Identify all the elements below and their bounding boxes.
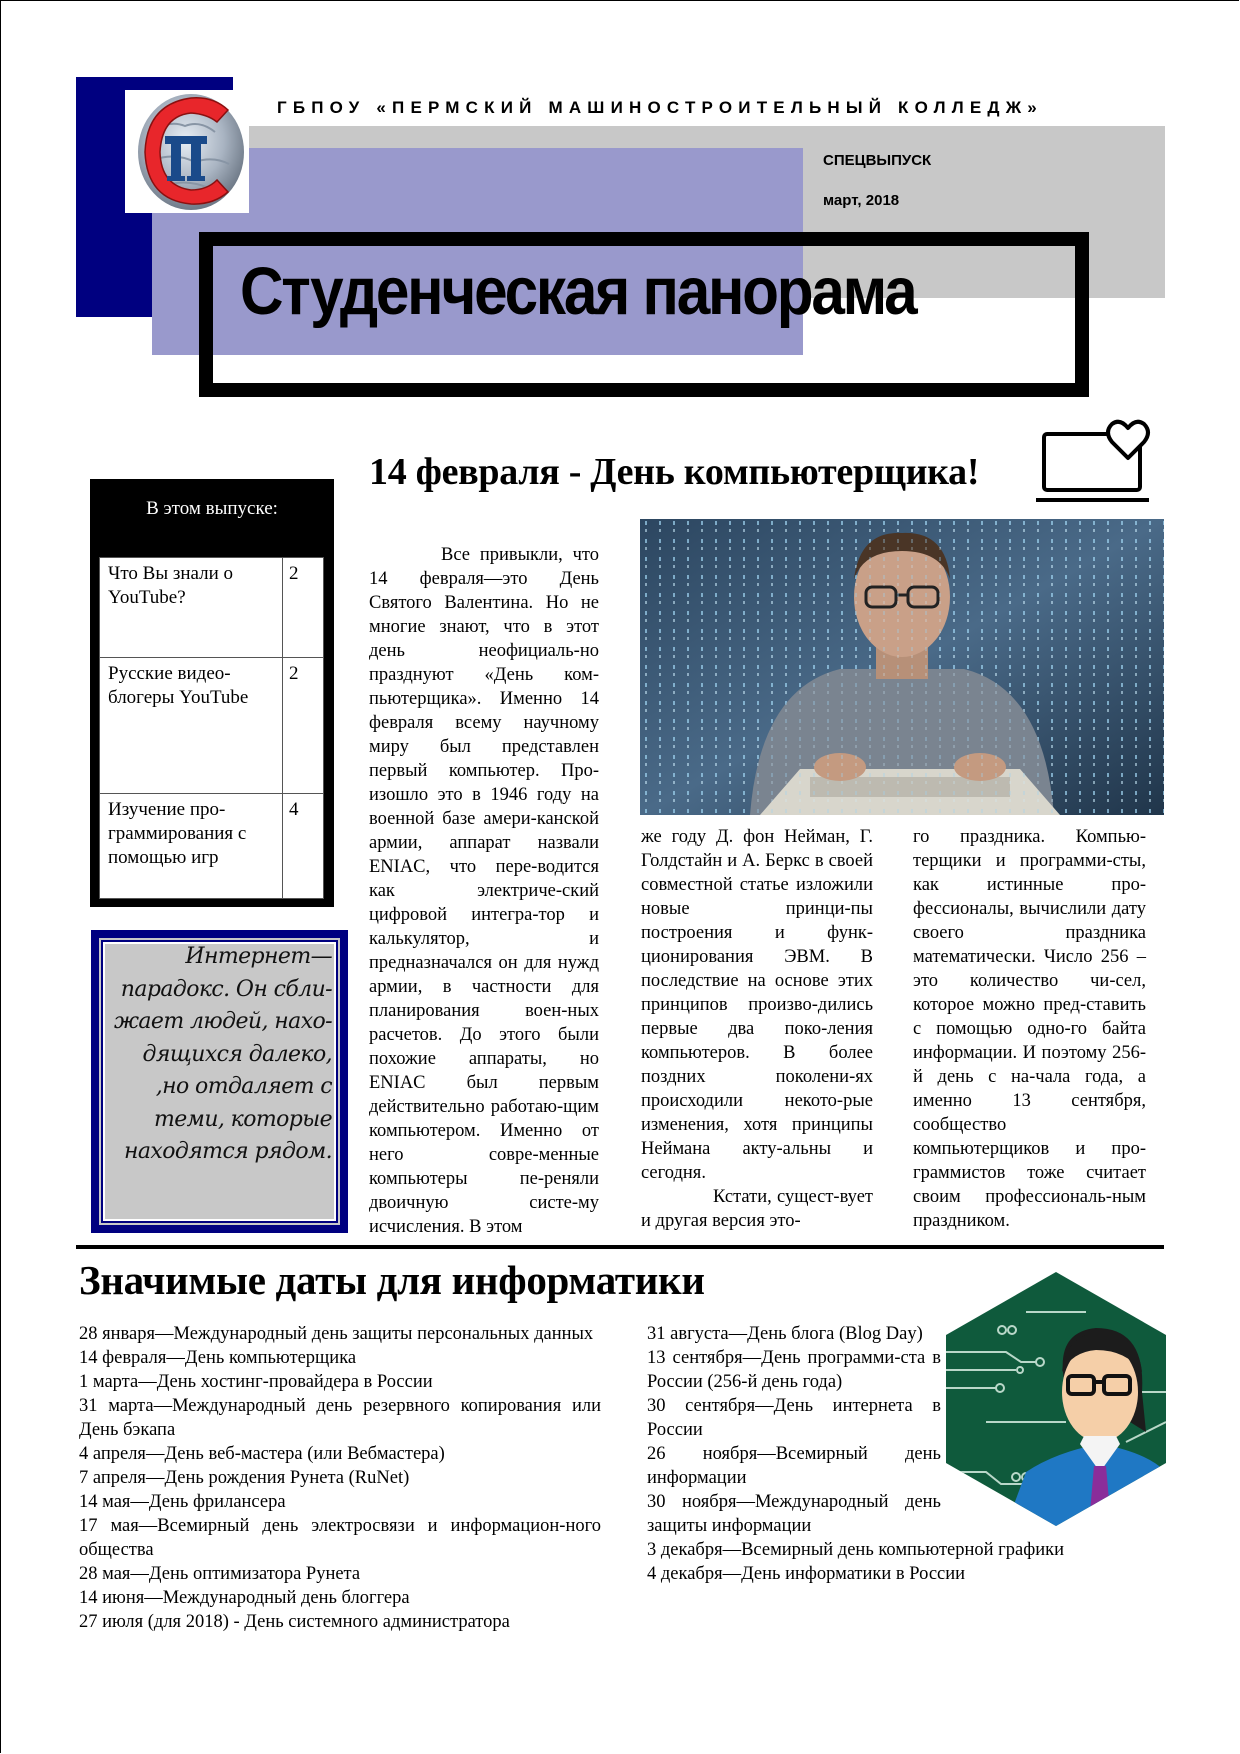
date-item: 14 февраля—День компьютерщика [79, 1348, 357, 1368]
article-paragraph: же году Д. фон Нейман, Г. Голдстайн и А. Беркс в своей совместной статье изложили новые принци-пы построения и функ-ционирования ЭВМ. В последствие на основе этих принципов произво-дились первые два поко-ления компьютеров. В более поздних поколени-ях происходили некото-рые изменения, хотя принципы Неймана акту-альны и сегодня. [641, 827, 873, 1183]
date-item: 31 августа—День блога (Blog Day) [647, 1324, 923, 1344]
toc-row[interactable] [100, 658, 324, 794]
date-item: 4 декабря—День информатики в России [647, 1564, 966, 1584]
date-item: 14 мая—День фрилансера [79, 1492, 286, 1512]
date-item: 27 июля (для 2018) - День системного администратора [79, 1612, 510, 1632]
date-item: 14 июня—Международный день блоггера [79, 1588, 410, 1608]
toc-item-title: Что Вы знали о YouTube? [100, 558, 283, 658]
toc-item-title: Изучение про-граммирования с помощью игр [100, 794, 283, 899]
issue-type: СПЕЦВЫПУСК [823, 152, 932, 169]
college-name: ГБПОУ «ПЕРМСКИЙ МАШИНОСТРОИТЕЛЬНЫЙ КОЛЛЕДЖ» [277, 98, 1043, 117]
dates-title: Значимые даты для информатики [79, 1257, 705, 1303]
date-item: 26 ноября—Всемирный день информации [647, 1444, 941, 1488]
newspaper-title: Студенческая панорама [240, 254, 916, 329]
article-title: 14 февраля - День компьютерщика! [369, 451, 980, 493]
toc-row[interactable] [100, 794, 324, 899]
date-item: 17 мая—Всемирный день электросвязи и информацион-ного общества [79, 1516, 601, 1560]
section-divider [76, 1245, 1164, 1249]
date-item: 28 мая—День оптимизатора Рунета [79, 1564, 361, 1584]
programmer-photo [640, 519, 1164, 815]
date-item: 3 декабря—Всемирный день компьютерной графики [647, 1540, 1064, 1560]
article-paragraph: Кстати, сущест-вует и другая версия это- [641, 1187, 873, 1231]
article-column-1: Все привыкли, что 14 февраля—это День Святого Валентина. Но не многие знают, что в этот день неофициаль-но празднуют «День ком-пьютерщика». Именно 14 февраля всему научному миру был представлен первый компьютер. Про-изошло это в 1946 году на военной базе амери-канской армии, аппарат назвали ENIAC, что пере-водится как электриче-ский цифровой интегра-тор и калькулятор, и предназначался он для нужд армии, в частности для планирования воен-ных расчетов. До этого были похожие аппараты, но ENIAC был первым действительно работаю-щим компьютером. Именно от него совре-менные компьютеры пе-реняли двоичную систе-му исчисления. В этом [369, 545, 599, 1237]
date-item: 30 ноября—Международный день защиты информации [647, 1492, 941, 1536]
date-item: 30 сентября—День интернета в России [647, 1396, 941, 1440]
toc-item-page: 4 [283, 794, 324, 899]
date-item: 1 марта—День хостинг-провайдера в России [79, 1372, 433, 1392]
date-item: 28 января—Международный день защиты персональных данных [79, 1324, 594, 1344]
article-column-3: го праздника. Компью-терщики и программи-сты, как истинные про-фессионалы, вычислили дату своего праздника математически. Число 256 – это количество чи-сел, которое можно пред-ставить с помощью одно-го байта информации. И поэтому 256-й день с на-чала года, а именно 13 сентября, сообщество компьютерщиков и про-граммистов тоже считает своим профессиональ-ным праздником. [913, 827, 1146, 1231]
date-item: 13 сентября—День программи-ста в России (256-й день года) [647, 1348, 941, 1392]
dates-list-left [79, 1322, 601, 1634]
date-item: 7 апреля—День рождения Рунета (RuNet) [79, 1468, 410, 1488]
dates-list-right [647, 1322, 1064, 1586]
toc-row[interactable] [100, 558, 324, 658]
laptop-heart-icon [1036, 418, 1152, 504]
toc-heading: В этом выпуске: [146, 498, 278, 519]
college-logo [125, 90, 249, 213]
issue-date: март, 2018 [823, 192, 900, 209]
date-item: 4 апреля—День веб-мастера (или Вебмастера) [79, 1444, 445, 1464]
toc-item-page: 2 [283, 658, 324, 794]
toc-table [99, 557, 324, 899]
toc-item-page: 2 [283, 558, 324, 658]
quote-text: Интернет—парадокс. Он сбли-жает людей, нахо-дящихся далеко, ,но отдаляет с теми, которые находятся рядом. [114, 944, 332, 1164]
date-item: 31 марта—Международный день резервного копирования или День бэкапа [79, 1396, 601, 1440]
article-column-2 [641, 825, 873, 1233]
toc-item-title: Русские видео-блогеры YouTube [100, 658, 283, 794]
programmer-illustration [946, 1272, 1166, 1526]
